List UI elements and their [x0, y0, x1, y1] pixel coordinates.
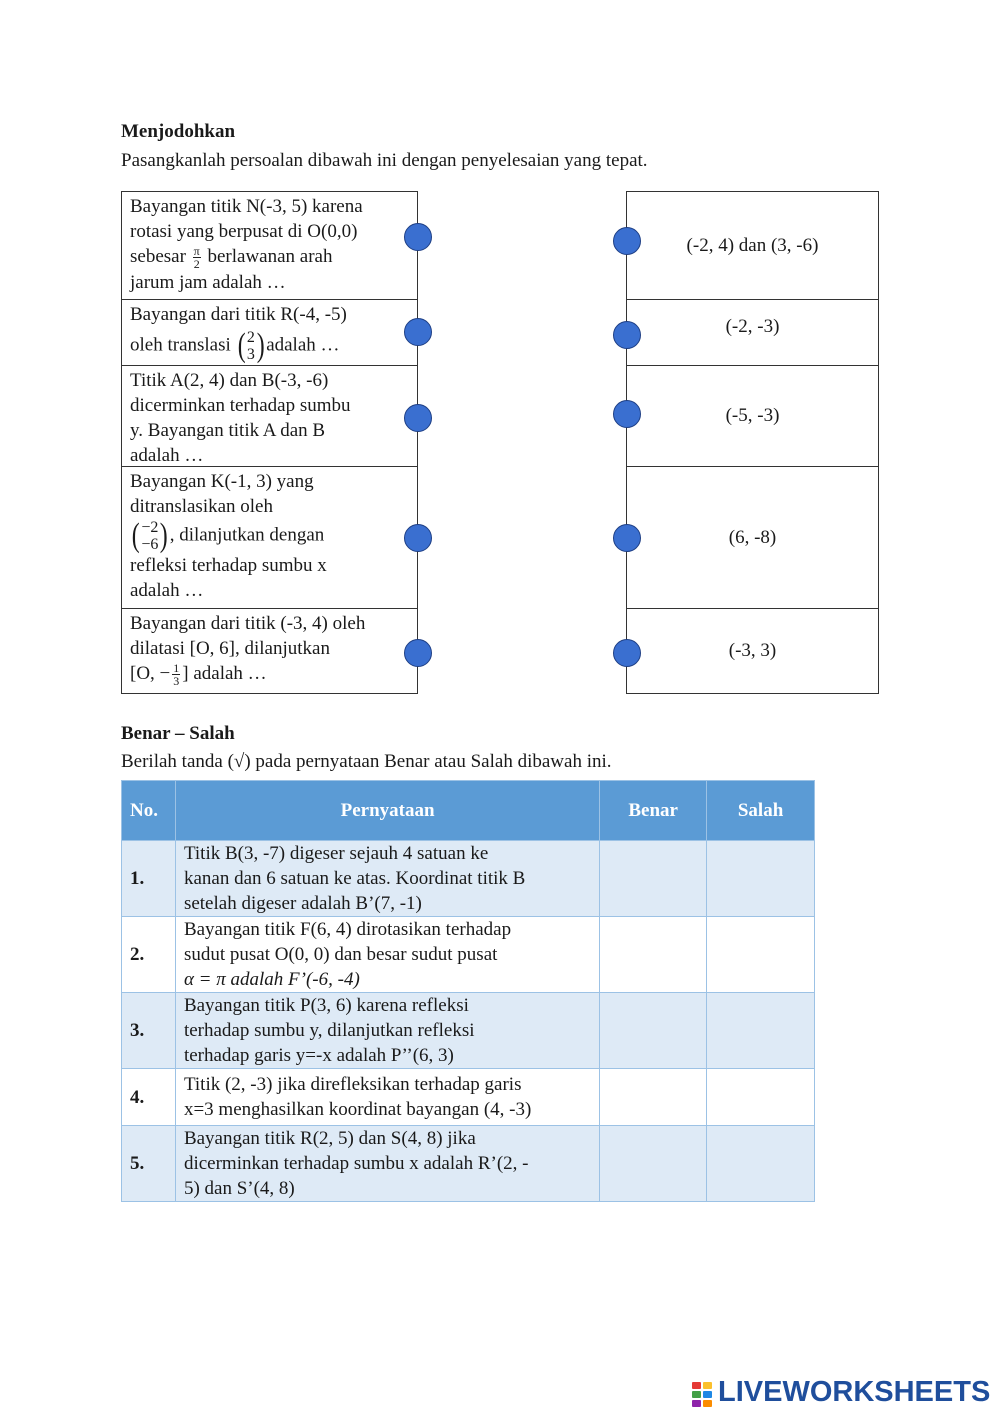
question-4-connector[interactable] — [404, 524, 432, 552]
header-false: Salah — [707, 781, 815, 841]
statement-line: 5) dan S’(4, 8) — [183, 1178, 295, 1199]
brand-name: LIVEWORKSHEETS — [718, 1376, 991, 1408]
question-2-line — [130, 329, 409, 363]
true-checkbox-cell[interactable] — [600, 841, 707, 917]
question-4-line: adalah … — [130, 580, 204, 601]
row-statement — [175, 1069, 599, 1126]
row-statement — [175, 1126, 599, 1202]
brand-footer — [692, 1376, 990, 1409]
answer-text: (-2, -3) — [725, 315, 780, 337]
question-5-text: ] adalah … — [182, 663, 267, 684]
header-statement: Pernyataan — [175, 781, 599, 841]
matching-answer-4 — [626, 466, 879, 609]
false-checkbox-cell[interactable] — [707, 1126, 815, 1202]
fraction-denominator: 2 — [193, 257, 200, 272]
question-1-line: jarum jam adalah … — [130, 272, 286, 294]
matching-answer-1 — [626, 191, 879, 300]
matching-instruction: Pasangkanlah persoalan dibawah ini dengan penyelesaian yang tepat. — [121, 150, 648, 171]
question-1-line: rotasi yang berpusat di O(0,0) — [130, 221, 358, 242]
question-4-line — [130, 519, 409, 553]
statement-line: terhadap garis y=-x adalah P’’(6, 3) — [183, 1045, 454, 1066]
answer-3-connector[interactable] — [613, 400, 641, 428]
statement-line: Titik B(3, -7) digeser sejauh 4 satuan ke — [183, 843, 489, 864]
question-4-text: , dilanjutkan dengan — [169, 524, 325, 546]
question-2-line: Bayangan dari titik R(-4, -5) — [130, 304, 347, 325]
fraction — [172, 662, 180, 687]
row-number: 4. — [122, 1069, 176, 1126]
header-no: No. — [122, 781, 176, 841]
statement-line: x=3 menghasilkan koordinat bayangan (4, -3) — [183, 1099, 532, 1120]
fraction-numerator: 1 — [173, 661, 180, 676]
statement-line: kanan dan 6 satuan ke atas. Koordinat titik B — [183, 868, 526, 889]
row-number: 3. — [122, 993, 176, 1069]
question-1-line — [130, 244, 409, 270]
question-1-text: berlawanan arah — [207, 246, 333, 267]
matching-question-1 — [121, 191, 418, 300]
row-statement — [175, 917, 599, 993]
header-true: Benar — [600, 781, 707, 841]
statement-line: Titik (2, -3) jika direfleksikan terhadap garis — [183, 1074, 522, 1095]
answer-1-connector[interactable] — [613, 227, 641, 255]
table-row — [122, 841, 815, 917]
question-5-line — [130, 661, 409, 687]
question-3-line: Titik A(2, 4) dan B(-3, -6) — [130, 370, 329, 391]
answer-text: (-5, -3) — [725, 405, 780, 426]
answer-2-connector[interactable] — [613, 321, 641, 349]
fraction-denominator: 3 — [173, 674, 180, 689]
matching-answer-3 — [626, 365, 879, 467]
question-3-connector[interactable] — [404, 404, 432, 432]
false-checkbox-cell[interactable] — [707, 841, 815, 917]
table-row — [122, 993, 815, 1069]
answer-text: (6, -8) — [728, 526, 777, 548]
matching-question-4 — [121, 466, 418, 609]
answer-text: (-2, 4) dan (3, -6) — [686, 234, 819, 256]
false-checkbox-cell[interactable] — [707, 993, 815, 1069]
question-1-connector[interactable] — [404, 223, 432, 251]
answer-5-connector[interactable] — [613, 639, 641, 667]
question-5-text: [O, − — [130, 663, 171, 684]
vector: ( 2 3 ) — [237, 327, 265, 364]
vector-top: −2 — [141, 519, 159, 536]
row-number: 5. — [122, 1126, 176, 1202]
false-checkbox-cell[interactable] — [707, 1069, 815, 1126]
truefalse-title: Benar – Salah — [121, 723, 235, 744]
row-number: 2. — [122, 917, 176, 993]
answer-4-connector[interactable] — [613, 524, 641, 552]
statement-line: sudut pusat O(0, 0) dan besar sudut pusat — [183, 944, 498, 965]
table-row — [122, 1126, 815, 1202]
table-row — [122, 917, 815, 993]
statement-line: terhadap sumbu y, dilanjutkan refleksi — [183, 1020, 475, 1041]
question-5-line: Bayangan dari titik (-3, 4) oleh — [130, 613, 366, 634]
false-checkbox-cell[interactable] — [707, 917, 815, 993]
question-1-line: Bayangan titik N(-3, 5) karena — [130, 196, 363, 217]
row-statement — [175, 993, 599, 1069]
question-3-line: dicerminkan terhadap sumbu — [130, 395, 351, 416]
question-4-line: Bayangan K(-1, 3) yang — [130, 471, 314, 492]
true-checkbox-cell[interactable] — [600, 1069, 707, 1126]
statement-line: dicerminkan terhadap sumbu x adalah R’(2, - — [183, 1153, 529, 1174]
statement-line: α = π adalah F’(-6, -4) — [183, 969, 360, 990]
truefalse-instruction: Berilah tanda (√) pada pernyataan Benar atau Salah dibawah ini. — [121, 751, 612, 772]
statement-line: Bayangan titik F(6, 4) dirotasikan terhadap — [183, 919, 512, 940]
question-4-line: refleksi terhadap sumbu x — [130, 555, 327, 576]
statement-line: Bayangan titik R(2, 5) dan S(4, 8) jika — [183, 1128, 476, 1149]
question-3-line: y. Bayangan titik A dan B — [130, 420, 326, 441]
matching-question-5 — [121, 608, 418, 694]
truefalse-table — [121, 780, 815, 1202]
vector-bottom: 3 — [246, 346, 255, 363]
table-header-row — [122, 781, 815, 841]
question-1-text: sebesar — [130, 246, 186, 267]
matching-answer-5 — [626, 608, 879, 694]
vector: ( −2 −6 ) — [131, 517, 168, 554]
matching-question-3 — [121, 365, 418, 467]
fraction-numerator: π — [193, 244, 200, 259]
answer-text: (-3, 3) — [728, 640, 777, 661]
question-2-connector[interactable] — [404, 318, 432, 346]
question-2-text: adalah … — [266, 334, 340, 356]
matching-answer-2 — [626, 299, 879, 366]
question-4-line: ditranslasikan oleh — [130, 496, 273, 517]
matching-question-2 — [121, 299, 418, 366]
question-3-line: adalah … — [130, 445, 204, 466]
row-number: 1. — [122, 841, 176, 917]
statement-line: Bayangan titik P(3, 6) karena refleksi — [183, 995, 469, 1016]
vector-bottom: −6 — [141, 536, 159, 553]
fraction — [193, 245, 201, 270]
true-checkbox-cell[interactable] — [600, 993, 707, 1069]
table-row — [122, 1069, 815, 1126]
matching-title: Menjodohkan — [121, 121, 236, 142]
statement-line: setelah digeser adalah B’(7, -1) — [183, 893, 422, 914]
question-5-line: dilatasi [O, 6], dilanjutkan — [130, 638, 330, 659]
question-5-connector[interactable] — [404, 639, 432, 667]
liveworksheets-logo-icon — [692, 1380, 714, 1406]
vector-top: 2 — [246, 329, 255, 346]
true-checkbox-cell[interactable] — [600, 917, 707, 993]
row-statement — [175, 841, 599, 917]
question-2-text: oleh translasi — [130, 334, 231, 356]
true-checkbox-cell[interactable] — [600, 1126, 707, 1202]
